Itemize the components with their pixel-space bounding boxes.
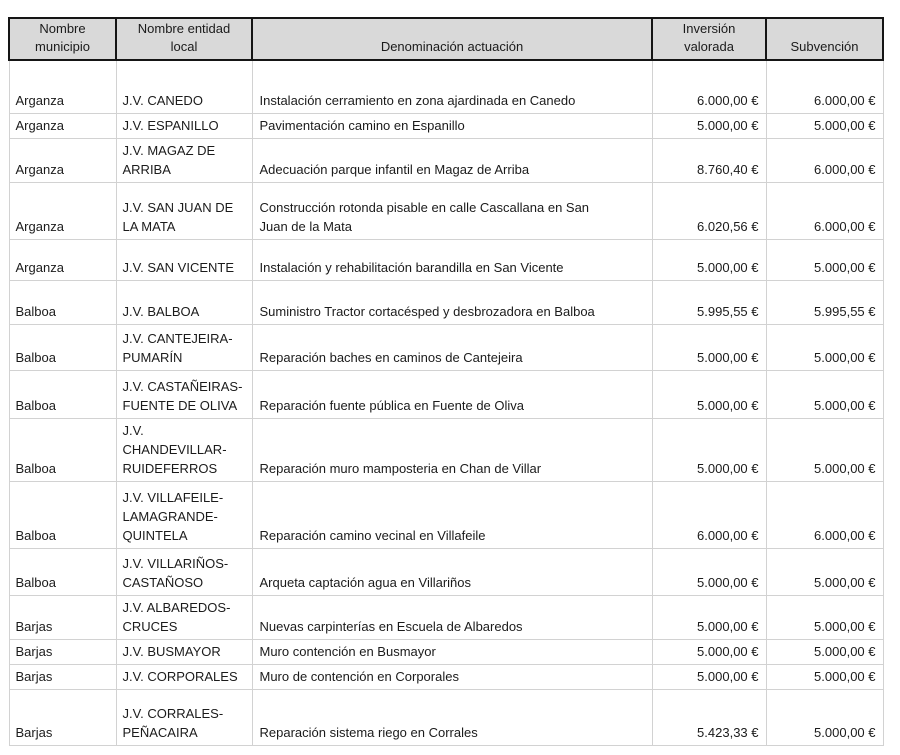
table-row (9, 639, 883, 664)
column-header-municipio: Nombre municipio (9, 18, 116, 60)
entidad-cell: J.V. CORPORALES (116, 664, 252, 689)
actuacion-cell: Reparación camino vecinal en Villafeile (252, 481, 652, 548)
actuacion-cell: Reparación fuente pública en Fuente de Oliva (252, 370, 652, 418)
entidad-cell: J.V. CANTEJEIRA-PUMARÍN (116, 324, 252, 370)
subvencion-cell: 6.000,00 € (766, 60, 883, 113)
header-row (9, 18, 883, 60)
table-row (9, 239, 883, 280)
column-header-entidad: Nombre entidad local (116, 18, 252, 60)
municipio-cell: Arganza (9, 138, 116, 182)
municipio-cell: Arganza (9, 182, 116, 239)
inversion-cell: 5.423,33 € (652, 689, 766, 745)
table-row (9, 370, 883, 418)
actuacion-cell: Suministro Tractor cortacésped y desbrozadora en Balboa (252, 280, 652, 324)
entidad-cell: J.V. CORRALES-PEÑACAIRA (116, 689, 252, 745)
subvencion-cell: 5.000,00 € (766, 370, 883, 418)
inversion-cell: 5.000,00 € (652, 639, 766, 664)
inversion-cell: 5.000,00 € (652, 370, 766, 418)
table-row (9, 182, 883, 239)
actuacion-cell: Pavimentación camino en Espanillo (252, 113, 652, 138)
subvencion-cell: 5.000,00 € (766, 548, 883, 595)
column-header-inversion: Inversión valorada (652, 18, 766, 60)
table-row (9, 138, 883, 182)
grants-table (8, 17, 884, 746)
municipio-cell: Balboa (9, 481, 116, 548)
table-row (9, 595, 883, 639)
municipio-cell: Arganza (9, 239, 116, 280)
table-row (9, 689, 883, 745)
inversion-cell: 5.000,00 € (652, 418, 766, 481)
subvencion-cell: 5.995,55 € (766, 280, 883, 324)
actuacion-cell: Adecuación parque infantil en Magaz de Arriba (252, 138, 652, 182)
actuacion-cell: Reparación sistema riego en Corrales (252, 689, 652, 745)
entidad-cell: J.V. BALBOA (116, 280, 252, 324)
subvencion-cell: 6.000,00 € (766, 138, 883, 182)
subvencion-cell: 5.000,00 € (766, 113, 883, 138)
subvencion-cell: 5.000,00 € (766, 664, 883, 689)
inversion-cell: 5.000,00 € (652, 595, 766, 639)
subvencion-cell: 5.000,00 € (766, 639, 883, 664)
inversion-cell: 6.020,56 € (652, 182, 766, 239)
inversion-cell: 8.760,40 € (652, 138, 766, 182)
municipio-cell: Balboa (9, 370, 116, 418)
column-header-actuacion: Denominación actuación (252, 18, 652, 60)
entidad-cell: J.V. BUSMAYOR (116, 639, 252, 664)
column-header-subvencion: Subvención (766, 18, 883, 60)
actuacion-cell: Reparación muro mamposteria en Chan de Villar (252, 418, 652, 481)
actuacion-cell: Reparación baches en caminos de Cantejeira (252, 324, 652, 370)
subvencion-cell: 5.000,00 € (766, 595, 883, 639)
entidad-cell: J.V. CANEDO (116, 60, 252, 113)
table-row (9, 481, 883, 548)
subvencion-cell: 6.000,00 € (766, 481, 883, 548)
subvencion-cell: 5.000,00 € (766, 689, 883, 745)
municipio-cell: Barjas (9, 664, 116, 689)
inversion-cell: 5.000,00 € (652, 324, 766, 370)
actuacion-cell: Instalación y rehabilitación barandilla en San Vicente (252, 239, 652, 280)
inversion-cell: 5.000,00 € (652, 239, 766, 280)
table-row (9, 280, 883, 324)
table-row (9, 60, 883, 113)
subvencion-cell: 6.000,00 € (766, 182, 883, 239)
inversion-cell: 5.000,00 € (652, 113, 766, 138)
subvencion-cell: 5.000,00 € (766, 239, 883, 280)
entidad-cell: J.V. VILLARIÑOS-CASTAÑOSO (116, 548, 252, 595)
entidad-cell: J.V. CASTAÑEIRAS-FUENTE DE OLIVA (116, 370, 252, 418)
municipio-cell: Balboa (9, 280, 116, 324)
inversion-cell: 6.000,00 € (652, 481, 766, 548)
municipio-cell: Arganza (9, 113, 116, 138)
municipio-cell: Barjas (9, 689, 116, 745)
municipio-cell: Arganza (9, 60, 116, 113)
inversion-cell: 5.995,55 € (652, 280, 766, 324)
table-row (9, 113, 883, 138)
entidad-cell: J.V. ESPANILLO (116, 113, 252, 138)
entidad-cell: J.V. VILLAFEILE-LAMAGRANDE-QUINTELA (116, 481, 252, 548)
entidad-cell: J.V. ALBAREDOS-CRUCES (116, 595, 252, 639)
entidad-cell: J.V. MAGAZ DE ARRIBA (116, 138, 252, 182)
table-row (9, 324, 883, 370)
inversion-cell: 5.000,00 € (652, 548, 766, 595)
table-row (9, 418, 883, 481)
municipio-cell: Balboa (9, 418, 116, 481)
actuacion-cell: Muro contención en Busmayor (252, 639, 652, 664)
subvencion-cell: 5.000,00 € (766, 418, 883, 481)
actuacion-cell: Instalación cerramiento en zona ajardinada en Canedo (252, 60, 652, 113)
inversion-cell: 6.000,00 € (652, 60, 766, 113)
entidad-cell: J.V. SAN JUAN DE LA MATA (116, 182, 252, 239)
table-body (9, 60, 883, 745)
table-header (9, 18, 883, 60)
entidad-cell: J.V. SAN VICENTE (116, 239, 252, 280)
subvencion-cell: 5.000,00 € (766, 324, 883, 370)
entidad-cell: J.V. CHANDEVILLAR-RUIDEFERROS (116, 418, 252, 481)
actuacion-cell: Construcción rotonda pisable en calle Cascallana en San Juan de la Mata (252, 182, 652, 239)
municipio-cell: Balboa (9, 548, 116, 595)
actuacion-cell: Arqueta captación agua en Villariños (252, 548, 652, 595)
table-row (9, 664, 883, 689)
table-row (9, 548, 883, 595)
municipio-cell: Barjas (9, 639, 116, 664)
actuacion-cell: Muro de contención en Corporales (252, 664, 652, 689)
inversion-cell: 5.000,00 € (652, 664, 766, 689)
municipio-cell: Balboa (9, 324, 116, 370)
actuacion-cell: Nuevas carpinterías en Escuela de Albaredos (252, 595, 652, 639)
municipio-cell: Barjas (9, 595, 116, 639)
